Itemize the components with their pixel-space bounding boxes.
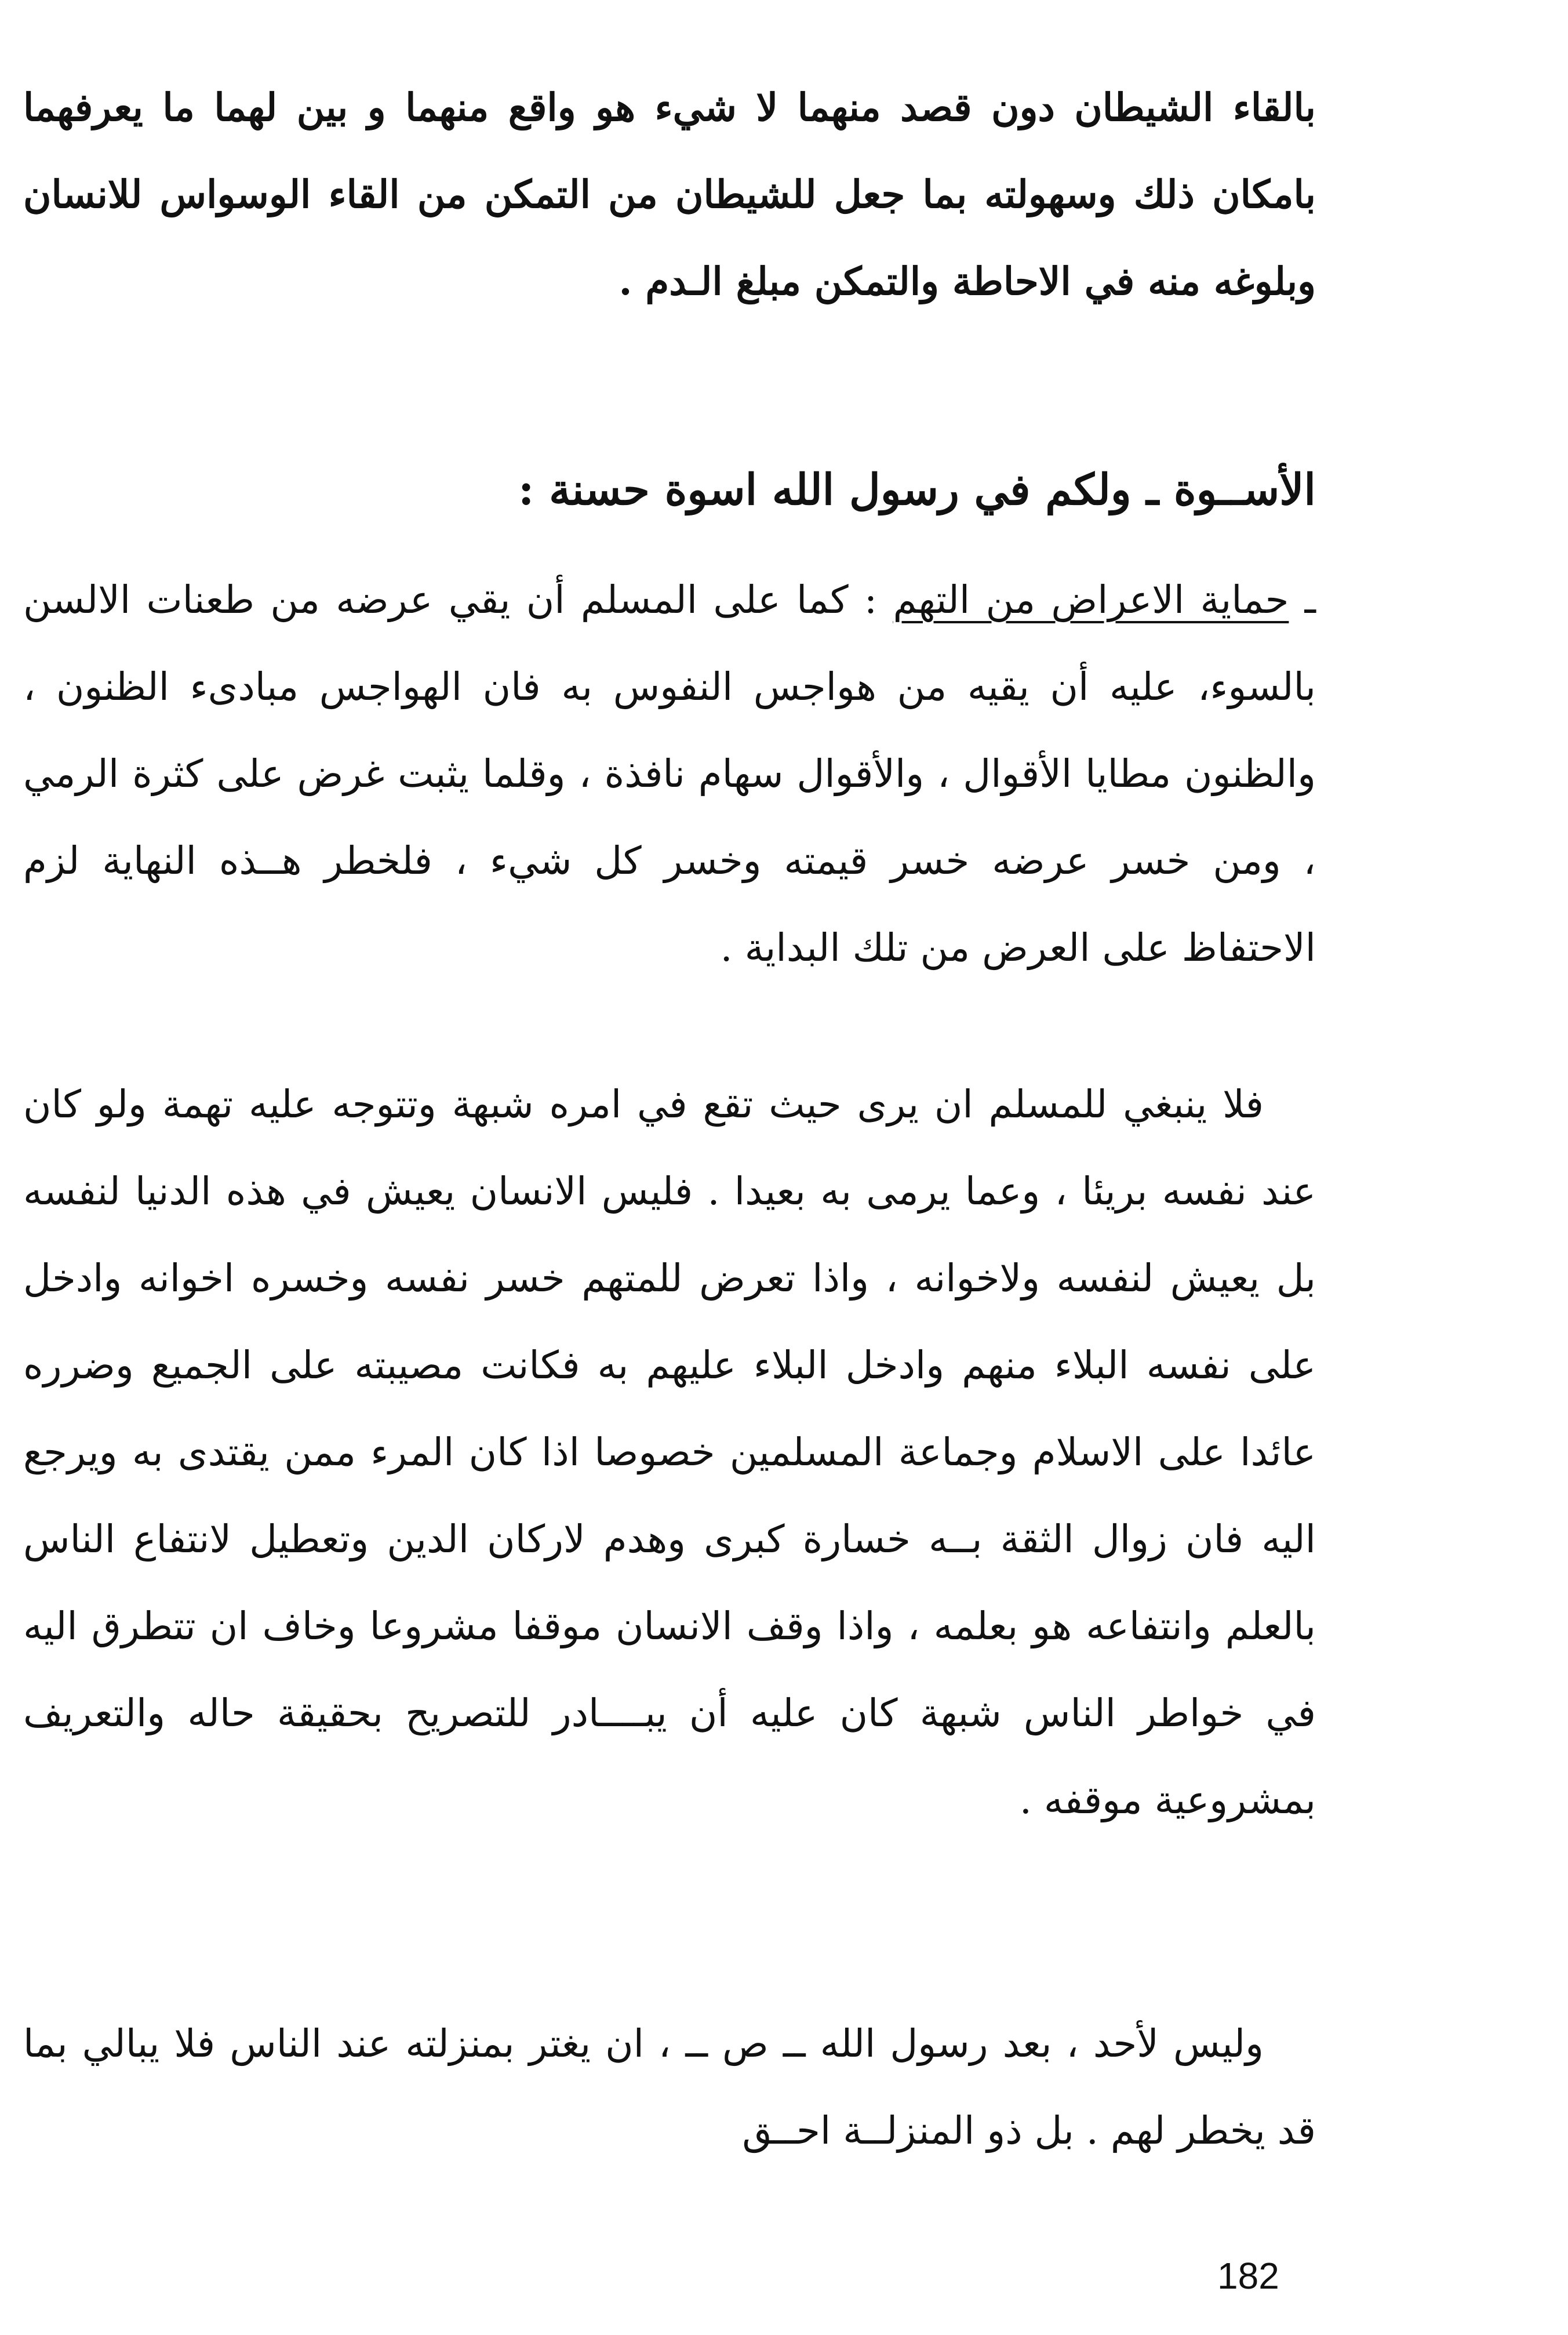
section-intro-paragraph (23, 557, 1316, 992)
page-number: 182 (1217, 2255, 1279, 2297)
paragraph-2: فلا ينبغي للمسلم ان يرى حيث تقع في امره شبهة وتتوجه عليه تهمة ولو كان عند نفسه بريئا ، وعما يرمى به بعيدا . فليس الانسان يعيش في هذه الدنيا لنفسه بل يعيش لنفسه ولاخوانه ، واذا تعرض للمتهم خسر نفسه وخسره اخوانه وادخل على نفسه البلاء منهم وادخل البلاء عليهم به فكانت مصيبته على الجميع وضرره عائدا على الاسلام وجماعة المسلمين خصوصا اذا كان المرء ممن يقتدى به ويرجع اليه فان زوال الثقة بــه خسارة كبرى وهدم لاركان الدين وتعطيل لانتفاع الناس بالعلم وانتفاعه هو بعلمه ، واذا وقف الانسان موقفا مشروعا وخاف ان تتطرق اليه في خواطر الناس شبهة كان عليه أن يبــــادر للتصريح بحقيقة حاله والتعريف بمشروعية موقفه . (23, 1082, 1316, 1822)
section-title: حماية الاعراض من التهم (893, 578, 1289, 622)
paragraph-3: وليس لأحد ، بعد رسول الله ــ ص ــ ، ان يغتر بمنزلته عند الناس فلا يبالي بما قد يخطر لهم . بل ذو المنزلــة احــق (23, 2021, 1316, 2153)
section-intro-prefix: ـ (1304, 578, 1316, 622)
section-intro-rest: : كما على المسلم أن يقي عرضه من طعنات الالسن بالسوء، عليه أن يقيه من هواجس النفوس به فان الهواجس مبادىء الظنون ، والظنون مطايا الأقوال ، والأقوال سهام نافذة ، وقلما يثبت غرض على كثرة الرمي ، ومن خسر عرضه خسر قيمته وخسر كل شيء ، فلخطر هــذه النهاية لزم الاحتفاظ على العرض من تلك البداية . (23, 578, 1316, 970)
opening-paragraph: بالقاء الشيطان دون قصد منهما لا شيء هو واقع منهما و بين لهما ما يعرفهما بامكان ذلك وسهولته بما جعل للشيطان من التمكن من القاء الوسواس للانسان وبلوغه منه في الاحاطة والتمكن مبلغ الـدم . (23, 85, 1316, 304)
section-heading: الأســوة ـ ولكم في رسول الله اسوة حسنة : (518, 465, 1316, 515)
